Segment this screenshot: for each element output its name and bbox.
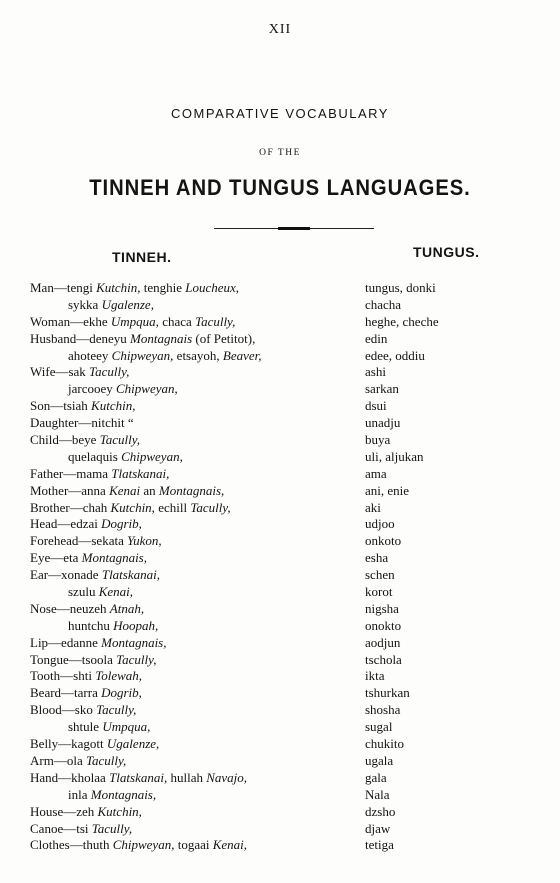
- tungus-entry: tetiga: [365, 837, 394, 853]
- vocabulary-row: [0, 770, 560, 787]
- dialect-name: Chipweyan,: [112, 837, 175, 853]
- dialect-name: Tlatskanai,: [111, 465, 170, 481]
- vocabulary-row: [0, 618, 560, 635]
- title-of-the: OF THE: [259, 148, 301, 158]
- dialect-name: Umpqua,: [110, 313, 159, 329]
- dialect-name: Tlatskanai,: [101, 567, 160, 583]
- tinneh-word: hullah: [167, 769, 207, 785]
- tungus-entry: onkoto: [365, 533, 402, 549]
- dialect-name: Tacully,: [85, 752, 127, 768]
- tungus-entry: sugal: [365, 719, 393, 735]
- tinneh-word: Wife—sak: [30, 364, 90, 380]
- vocabulary-row: [0, 668, 560, 685]
- tungus-entry: schen: [365, 567, 395, 583]
- dialect-name: Tacully,: [99, 432, 141, 448]
- dialect-name: Kenai,: [212, 837, 248, 853]
- dialect-name: Dogrib,: [101, 516, 142, 532]
- tinneh-entry: [30, 736, 159, 753]
- vocabulary-list: [0, 280, 560, 854]
- column-heading-tinneh: TINNEH.: [112, 249, 172, 265]
- dialect-name: Chipweyan,: [121, 448, 183, 464]
- vocabulary-row: [0, 533, 560, 550]
- tinneh-word: Hand—kholaa: [30, 769, 110, 785]
- tinneh-word: Clothes—thuth: [30, 837, 113, 853]
- tungus-entry: heghe, cheche: [365, 313, 439, 329]
- vocabulary-row: [0, 483, 560, 500]
- vocabulary-row: [0, 567, 560, 584]
- tinneh-word: Man—tengi: [30, 280, 97, 295]
- dialect-name: Hoopah,: [113, 617, 159, 633]
- tungus-entry: aodjun: [365, 634, 401, 650]
- dialect-name: Tacully,: [96, 702, 137, 718]
- tinneh-entry: [30, 550, 147, 567]
- dialect-name: Yukon,: [127, 533, 162, 549]
- tungus-entry: onokto: [365, 617, 402, 633]
- tungus-entry: chacha: [365, 296, 402, 312]
- column-heading-tungus: TUNGUS.: [413, 244, 480, 260]
- tinneh-entry: [30, 837, 247, 854]
- tungus-entry: gala: [365, 769, 387, 785]
- tungus-entry: edin: [365, 330, 388, 346]
- vocabulary-row: [0, 584, 560, 601]
- tinneh-entry: [30, 753, 126, 770]
- vocabulary-row: [0, 736, 560, 753]
- tinneh-word: Arm—ola: [30, 752, 86, 768]
- vocabulary-row: [0, 635, 560, 652]
- vocabulary-row: [0, 702, 560, 719]
- tinneh-word: Husband—deneyu: [30, 330, 131, 346]
- tinneh-word: jarcooey: [68, 381, 117, 397]
- vocabulary-row: [0, 331, 560, 348]
- tinneh-word: Blood—sko: [30, 702, 97, 718]
- tinneh-word: inla: [68, 786, 91, 802]
- tinneh-entry: [30, 314, 235, 331]
- dialect-name: Chipweyan,: [111, 347, 174, 363]
- tungus-entry: tungus, donki: [365, 280, 436, 295]
- dialect-name: Kenai: [109, 482, 141, 498]
- dialect-name: Tacully,: [116, 651, 157, 667]
- title-languages: TINNEH AND TUNGUS LANGUAGES.: [89, 175, 471, 200]
- tinneh-word: Father—mama: [30, 465, 112, 481]
- tinneh-entry: [68, 618, 158, 635]
- decorative-rule: [214, 228, 374, 229]
- dialect-name: Montagnais: [130, 330, 193, 346]
- dialect-name: Beaver,: [222, 347, 262, 363]
- dialect-name: Montagnais,: [90, 786, 157, 802]
- tinneh-word: Son—tsiah: [30, 398, 92, 414]
- tungus-entry: esha: [365, 550, 389, 566]
- tinneh-word: (of Petitot),: [192, 330, 256, 346]
- tinneh-entry: [68, 719, 150, 736]
- dialect-name: Montagnais,: [81, 550, 147, 566]
- tungus-entry: djaw: [365, 820, 391, 836]
- tinneh-entry: [30, 398, 135, 415]
- vocabulary-row: [0, 652, 560, 669]
- tinneh-word: etsayoh,: [173, 347, 223, 363]
- dialect-name: Loucheux,: [185, 280, 240, 295]
- tinneh-entry: [30, 466, 169, 483]
- tinneh-entry: [30, 685, 142, 702]
- tungus-entry: ashi: [365, 364, 386, 380]
- tinneh-word: huntchu: [68, 617, 114, 633]
- vocabulary-row: [0, 804, 560, 821]
- tinneh-entry: [30, 567, 160, 584]
- vocabulary-row: [0, 398, 560, 415]
- tungus-entry: chukito: [365, 736, 404, 752]
- tinneh-entry: [30, 432, 140, 449]
- tinneh-entry: [30, 331, 255, 348]
- dialect-name: Montagnais,: [158, 482, 225, 498]
- vocabulary-row: [0, 821, 560, 838]
- tinneh-word: Woman—ekhe: [30, 313, 111, 329]
- tinneh-entry: [68, 787, 156, 804]
- dialect-name: Tacully,: [91, 820, 133, 836]
- vocabulary-row: [0, 314, 560, 331]
- vocabulary-row: [0, 415, 560, 432]
- page-number: XII: [268, 22, 292, 37]
- vocabulary-row: [0, 297, 560, 314]
- dialect-name: Kenai,: [98, 584, 134, 600]
- dialect-name: Tolewah,: [95, 668, 143, 684]
- tinneh-word: Ear—xonade: [30, 567, 102, 583]
- dialect-name: Ugalenze,: [106, 736, 160, 752]
- tinneh-entry: [68, 584, 133, 601]
- dialect-name: Kutchin,: [110, 499, 155, 515]
- tungus-entry: dsui: [365, 398, 387, 414]
- tinneh-word: House—zeh: [30, 803, 98, 819]
- tinneh-word: szulu: [68, 584, 99, 600]
- tungus-entry: unadju: [365, 415, 401, 431]
- tinneh-word: Beard—tarra: [30, 685, 102, 701]
- vocabulary-row: [0, 601, 560, 618]
- dialect-name: Kutchin,: [97, 803, 142, 819]
- tinneh-entry: [30, 533, 162, 550]
- tungus-entry: korot: [365, 584, 393, 600]
- vocabulary-row: [0, 685, 560, 702]
- vocabulary-row: [0, 280, 560, 297]
- dialect-name: Ugalenze,: [101, 296, 154, 312]
- dialect-name: Kutchin,: [91, 398, 136, 414]
- tinneh-word: Tongue—tsoola: [30, 651, 117, 667]
- tungus-entry: buya: [365, 432, 391, 448]
- tungus-entry: ugala: [365, 752, 394, 768]
- tungus-entry: edee, oddiu: [365, 347, 425, 363]
- tungus-entry: ani, enie: [365, 482, 410, 498]
- tungus-entry: udjoo: [365, 516, 395, 532]
- tungus-entry: ama: [365, 465, 387, 481]
- dialect-name: Chipweyan,: [116, 381, 178, 397]
- tungus-entry: Nala: [365, 786, 390, 802]
- tinneh-entry: [30, 635, 167, 652]
- tinneh-entry: [30, 770, 247, 787]
- tungus-entry: tshurkan: [365, 685, 410, 701]
- tinneh-word: Brother—chah: [30, 499, 111, 515]
- tinneh-entry: [30, 601, 144, 618]
- tinneh-word: sykka: [68, 296, 102, 312]
- tungus-entry: nigsha: [365, 600, 399, 616]
- tinneh-word: Daughter—nitchit “: [30, 415, 134, 431]
- tinneh-entry: [68, 449, 183, 466]
- vocabulary-row: [0, 364, 560, 381]
- dialect-name: Tacully,: [89, 364, 130, 380]
- tungus-entry: uli, aljukan: [365, 448, 424, 464]
- dialect-name: Kutchin,: [96, 280, 141, 295]
- tinneh-word: shtule: [68, 719, 103, 735]
- dialect-name: Tlatskanai,: [109, 769, 168, 785]
- tinneh-word: Mother—anna: [30, 482, 110, 498]
- vocabulary-row: [0, 348, 560, 365]
- vocabulary-row: [0, 381, 560, 398]
- tinneh-entry: [30, 668, 142, 685]
- tinneh-entry: [30, 821, 132, 838]
- tungus-entry: aki: [365, 499, 381, 515]
- tinneh-word: Tooth—shti: [30, 668, 96, 684]
- tinneh-entry: [30, 516, 142, 533]
- tinneh-word: Canoe—tsi: [30, 820, 92, 836]
- dialect-name: Umpqua,: [102, 719, 151, 735]
- vocabulary-row: [0, 500, 560, 517]
- tinneh-entry: [30, 483, 224, 500]
- dialect-name: Montagnais,: [101, 634, 167, 650]
- tungus-entry: shosha: [365, 702, 401, 718]
- tinneh-word: ahoteey: [68, 347, 112, 363]
- vocabulary-row: [0, 516, 560, 533]
- vocabulary-row: [0, 837, 560, 854]
- tinneh-word: Head—edzai: [30, 516, 102, 532]
- tinneh-word: Forehead—sekata: [30, 533, 128, 549]
- tinneh-word: tenghie: [140, 280, 186, 295]
- tinneh-entry: [30, 702, 136, 719]
- tinneh-entry: [30, 415, 134, 432]
- tungus-entry: ikta: [365, 668, 385, 684]
- tinneh-entry: [30, 804, 142, 821]
- tinneh-entry: [68, 297, 154, 314]
- dialect-name: Navajo,: [206, 769, 248, 785]
- tungus-entry: sarkan: [365, 381, 399, 397]
- dialect-name: Tacully,: [190, 499, 231, 515]
- vocabulary-row: [0, 449, 560, 466]
- vocabulary-row: [0, 550, 560, 567]
- tungus-entry: tschola: [365, 651, 402, 667]
- vocabulary-row: [0, 753, 560, 770]
- tinneh-word: Child—beye: [30, 432, 100, 448]
- tinneh-entry: [68, 381, 178, 398]
- dialect-name: Tacully,: [195, 313, 236, 329]
- tinneh-word: Nose—neuzeh: [30, 600, 110, 616]
- tinneh-entry: [30, 280, 239, 297]
- tinneh-word: echill: [154, 499, 191, 515]
- title-comparative-vocabulary: COMPARATIVE VOCABULARY: [171, 106, 389, 121]
- dialect-name: Atnah,: [109, 600, 145, 616]
- tinneh-entry: [30, 652, 156, 669]
- vocabulary-row: [0, 787, 560, 804]
- vocabulary-row: [0, 719, 560, 736]
- tinneh-entry: [30, 364, 129, 381]
- tinneh-word: togaai: [174, 837, 213, 853]
- vocabulary-row: [0, 432, 560, 449]
- tinneh-word: an: [140, 482, 159, 498]
- tinneh-word: quelaquis: [68, 448, 122, 464]
- tinneh-word: chaca: [158, 313, 196, 329]
- tinneh-word: Eye—eta: [30, 550, 82, 566]
- tinneh-word: Belly—kagott: [30, 736, 107, 752]
- tungus-entry: dzsho: [365, 803, 396, 819]
- tinneh-word: Lip—edanne: [30, 634, 102, 650]
- tinneh-entry: [68, 348, 262, 365]
- dialect-name: Dogrib,: [101, 685, 142, 701]
- tinneh-entry: [30, 500, 231, 517]
- vocabulary-row: [0, 466, 560, 483]
